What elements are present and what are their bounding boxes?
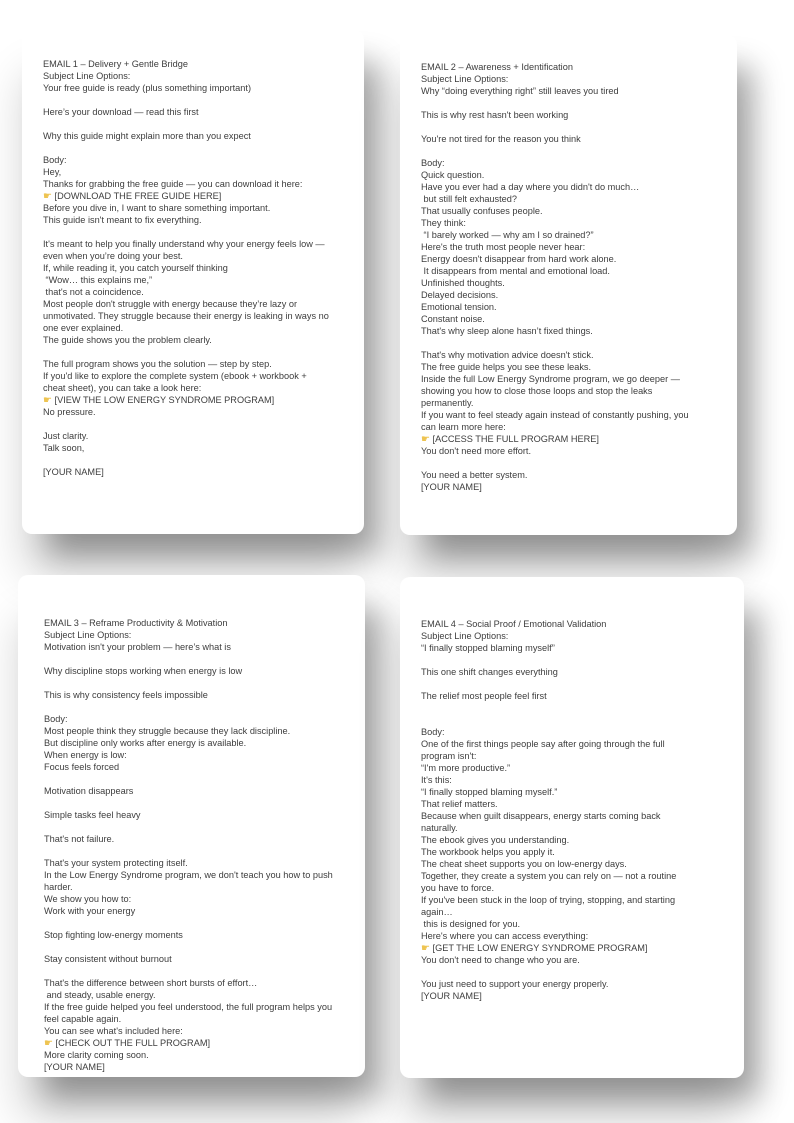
text-line [421,121,729,133]
text-line: Subject Line Options: [421,631,509,641]
text-line: You need a better system. [421,470,528,480]
text-line: Delayed decisions. [421,290,499,300]
text-line: “I finally stopped blaming myself.” [421,787,558,797]
text-line: Before you dive in, I want to share something important. [43,203,271,213]
text-line: Subject Line Options: [44,630,132,640]
cta-text: [VIEW THE LOW ENERGY SYNDROME PROGRAM] [51,395,275,405]
text-line: unmotivated. They struggle because their energy is leaking in ways no [43,311,329,321]
text-line [421,145,729,157]
text-line: Quick question. [421,170,485,180]
text-line: but still felt exhausted? [421,194,518,204]
text-line: Hey, [43,167,62,177]
text-line [44,773,357,785]
text-line: The ebook gives you understanding. [421,835,570,845]
text-line [44,677,357,689]
text-line: Motivation isn't your problem — here’s what is [44,642,231,652]
text-line: Inside the full Low Energy Syndrome program, we go deeper — [421,374,680,384]
text-line [44,845,357,857]
email-title-line: EMAIL 1 – Delivery + Gentle Bridge [43,59,188,69]
text-line [44,653,357,665]
text-line: That's not failure. [44,834,115,844]
email-2-page [400,35,737,535]
email-3-page [18,575,365,1077]
text-line: cheat sheet), you can take a look here: [43,383,202,393]
text-line: Here's the truth most people never hear: [421,242,586,252]
text-line: The guide shows you the problem clearly. [43,335,212,345]
text-line [43,346,356,358]
text-line: Here’s your download — read this first [43,107,199,117]
text-line: Subject Line Options: [421,74,509,84]
email-title-line: EMAIL 4 – Social Proof / Emotional Validation [421,619,607,629]
text-line: They think: [421,218,466,228]
text-line [43,142,356,154]
text-line: Energy doesn't disappear from hard work alone. [421,254,617,264]
text-line: You just need to support your energy properly. [421,979,609,989]
text-line: Stop fighting low-energy moments [44,930,183,940]
text-line: Talk soon, [43,443,85,453]
text-line: Together, they create a system you can rely on — not a routine [421,871,677,881]
text-line: The full program shows you the solution — step by step. [43,359,272,369]
text-line [44,701,357,713]
text-line: can learn more here: [421,422,506,432]
text-line [421,966,736,978]
text-line: Body: [421,727,445,737]
text-line: Here's where you can access everything: [421,931,589,941]
text-line: You don't need more effort. [421,446,532,456]
email-title-line: EMAIL 2 – Awareness + Identification [421,62,573,72]
text-line: It disappears from mental and emotional load. [421,266,610,276]
text-line: When energy is low: [44,750,127,760]
cta-line [421,433,729,445]
text-line: That relief matters. [421,799,498,809]
text-line: Body: [44,714,68,724]
pointing-finger-icon: ☛ [43,395,52,406]
pointing-finger-icon: ☛ [421,434,430,445]
text-line: It's meant to help you finally understand why your energy feels low — [43,239,325,249]
text-line [43,94,356,106]
cta-text: [ACCESS THE FULL PROGRAM HERE] [429,434,599,444]
text-line: One of the first things people say after going through the full [421,739,665,749]
pointing-finger-icon: ☛ [421,943,430,954]
text-line [421,97,729,109]
text-line: [YOUR NAME] [43,467,104,477]
text-line: You can see what's included here: [44,1026,183,1036]
text-line: feel capable again. [44,1014,122,1024]
text-line: Why this guide might explain more than you expect [43,131,251,141]
email-title-line: EMAIL 3 – Reframe Productivity & Motivation [44,618,228,628]
text-line: “I finally stopped blaming myself” [421,643,555,653]
text-line: Body: [43,155,67,165]
text-line: Because when guilt disappears, energy starts coming back [421,811,661,821]
pointing-finger-icon: ☛ [43,191,52,202]
text-line: No pressure. [43,407,96,417]
text-line: Most people think they struggle because they lack discipline. [44,726,291,736]
text-line [43,454,356,466]
text-line: program isn't: [421,751,477,761]
text-line: this is designed for you. [421,919,521,929]
text-line: Constant noise. [421,314,485,324]
cta-text: [CHECK OUT THE FULL PROGRAM] [52,1038,211,1048]
text-line: This is why consistency feels impossible [44,690,208,700]
cta-line [43,190,356,202]
text-line: More clarity coming soon. [44,1050,149,1060]
cta-text: [DOWNLOAD THE FREE GUIDE HERE] [51,191,222,201]
text-line [421,714,736,726]
email-body [421,61,729,493]
text-line: Focus feels forced [44,762,120,772]
email-1-page [22,30,364,534]
text-line: “Wow… this explains me,” [43,275,153,285]
text-line: That's why motivation advice doesn't stick. [421,350,594,360]
text-line: If you want to feel steady again instead of constantly pushing, you [421,410,689,420]
text-line [421,654,736,666]
text-line: You don't need to change who you are. [421,955,580,965]
text-line: Emotional tension. [421,302,497,312]
text-line [43,226,356,238]
text-line: one ever explained. [43,323,124,333]
text-line: even when you’re doing your best. [43,251,183,261]
text-line: Subject Line Options: [43,71,131,81]
text-line: “I barely worked — why am I so drained?” [421,230,594,240]
text-line: Have you ever had a day where you didn't do much… [421,182,640,192]
text-line: you have to force. [421,883,495,893]
text-line: and steady, usable energy. [44,990,156,1000]
text-line: Just clarity. [43,431,89,441]
text-line: This guide isn't meant to fix everything. [43,215,202,225]
text-line: naturally. [421,823,458,833]
text-line: This one shift changes everything [421,667,558,677]
text-line: Stay consistent without burnout [44,954,172,964]
text-line: [YOUR NAME] [421,991,482,1001]
text-line: Motivation disappears [44,786,134,796]
email-body [421,618,736,1002]
cta-line [421,942,736,954]
text-line: harder. [44,882,73,892]
text-line: But discipline only works after energy is available. [44,738,247,748]
text-line: Unfinished thoughts. [421,278,505,288]
email-body [43,58,356,478]
text-line: “I'm more productive.” [421,763,511,773]
text-line: That's why sleep alone hasn’t fixed things. [421,326,593,336]
text-line: Thanks for grabbing the free guide — you can download it here: [43,179,303,189]
text-line: If you've been stuck in the loop of trying, stopping, and starting [421,895,676,905]
pointing-finger-icon: ☛ [44,1038,53,1049]
text-line: permanently. [421,398,474,408]
text-line: The free guide helps you see these leaks. [421,362,592,372]
text-line [44,941,357,953]
text-line: [YOUR NAME] [44,1062,105,1072]
text-line: The workbook helps you apply it. [421,847,555,857]
text-line [421,702,736,714]
text-line: again… [421,907,453,917]
text-line: The cheat sheet supports you on low-energy days. [421,859,627,869]
text-line: That's your system protecting itself. [44,858,188,868]
email-body [44,617,357,1073]
text-line: If, while reading it, you catch yourself thinking [43,263,228,273]
text-line: Simple tasks feel heavy [44,810,141,820]
text-line [43,418,356,430]
cta-line [44,1037,357,1049]
text-line [44,965,357,977]
text-line [421,337,729,349]
text-line: You're not tired for the reason you think [421,134,581,144]
text-line [421,457,729,469]
text-line: Work with your energy [44,906,136,916]
text-line: Body: [421,158,445,168]
cta-text: [GET THE LOW ENERGY SYNDROME PROGRAM] [429,943,648,953]
text-line [421,678,736,690]
text-line: [YOUR NAME] [421,482,482,492]
text-line: Your free guide is ready (plus something important) [43,83,252,93]
text-line: If you'd like to explore the complete system (ebook + workbook + [43,371,307,381]
text-line: That's the difference between short bursts of effort… [44,978,258,988]
text-line: If the free guide helped you feel understood, the full program helps you [44,1002,333,1012]
text-line: In the Low Energy Syndrome program, we don't teach you how to push [44,870,333,880]
text-line [43,118,356,130]
text-line: that's not a coincidence. [43,287,144,297]
email-4-page [400,577,744,1078]
text-line [44,821,357,833]
text-line: showing you how to close those loops and stop the leaks [421,386,653,396]
text-line: It's this: [421,775,452,785]
text-line: Most people don't struggle with energy because they’re lazy or [43,299,298,309]
text-line [44,917,357,929]
text-line: This is why rest hasn't been working [421,110,569,120]
text-line: Why “doing everything right” still leaves you tired [421,86,619,96]
text-line: The relief most people feel first [421,691,547,701]
text-line: Why discipline stops working when energy is low [44,666,243,676]
text-line: That usually confuses people. [421,206,543,216]
cta-line [43,394,356,406]
text-line [44,797,357,809]
text-line: We show you how to: [44,894,132,904]
